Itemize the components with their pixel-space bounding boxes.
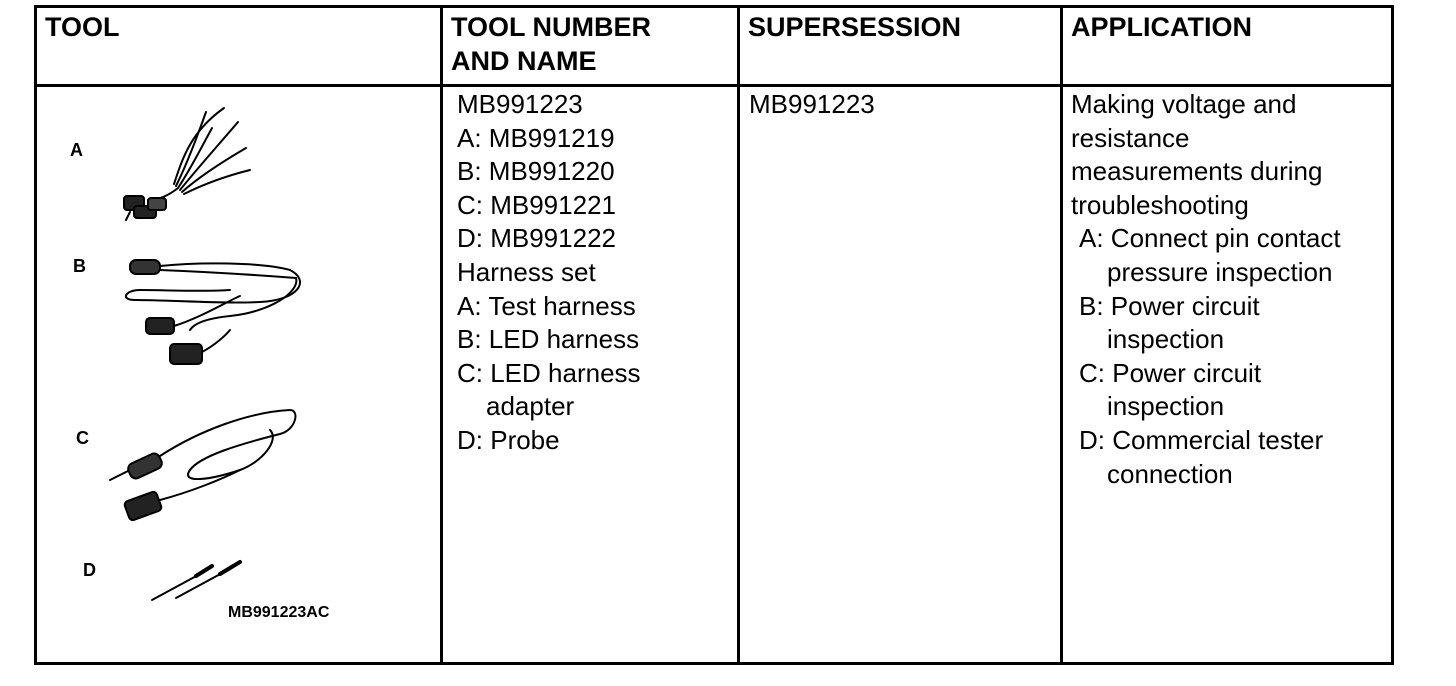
application-line: measurements during	[1071, 156, 1323, 187]
probe-illustration	[152, 562, 240, 600]
column-divider	[440, 8, 443, 662]
application-line: inspection	[1107, 324, 1225, 355]
tool-name-line: D: Probe	[457, 424, 560, 455]
application-line: C: Power circuit	[1079, 357, 1262, 388]
supersession-cell: MB991223	[749, 89, 875, 119]
tool-name-line: C: MB991221	[457, 189, 616, 220]
header-line: TOOL NUMBER	[451, 12, 652, 42]
tool-name-line: MB991223	[457, 89, 583, 119]
tool-name-line: C: LED harness	[457, 357, 641, 388]
tool-label-b: B	[73, 256, 86, 276]
application-line: resistance	[1071, 122, 1190, 153]
application-cell	[1071, 88, 1341, 491]
application-line: inspection	[1107, 391, 1225, 422]
header-application: APPLICATION	[1071, 12, 1252, 42]
column-divider	[1060, 8, 1063, 662]
application-line: A: Connect pin contact	[1079, 223, 1341, 254]
tool-name-line: B: LED harness	[457, 324, 640, 355]
tool-label-a: A	[70, 140, 83, 160]
tool-name-line: D: MB991222	[457, 223, 616, 254]
harness-drawing	[0, 0, 420, 686]
test-harness-illustration	[124, 108, 250, 220]
led-harness-illustration	[126, 260, 300, 364]
led-harness-adapter-illustration	[110, 410, 295, 521]
application-line: Making voltage and	[1071, 89, 1297, 119]
tool-name-line: Harness set	[457, 256, 596, 287]
tool-number-and-name-cell	[457, 88, 641, 458]
header-tool: TOOL	[45, 12, 120, 42]
application-line: B: Power circuit	[1079, 290, 1260, 321]
application-line: troubleshooting	[1071, 189, 1249, 220]
application-line: D: Commercial tester	[1079, 424, 1324, 455]
tool-label-c: C	[76, 428, 89, 448]
illustration-caption: MB991223AC	[228, 604, 330, 621]
tool-name-line: adapter	[486, 391, 575, 422]
header-supersession: SUPERSESSION	[748, 12, 962, 42]
tool-name-line: B: MB991220	[457, 156, 615, 187]
application-line: pressure inspection	[1107, 256, 1333, 287]
tool-label-d: D	[83, 560, 96, 580]
application-line: connection	[1107, 458, 1233, 489]
header-tool-number-and-name	[451, 10, 651, 78]
tool-name-line: A: Test harness	[457, 290, 636, 321]
column-divider	[737, 8, 740, 662]
header-line: AND NAME	[451, 46, 597, 76]
tool-name-line: A: MB991219	[457, 122, 615, 153]
